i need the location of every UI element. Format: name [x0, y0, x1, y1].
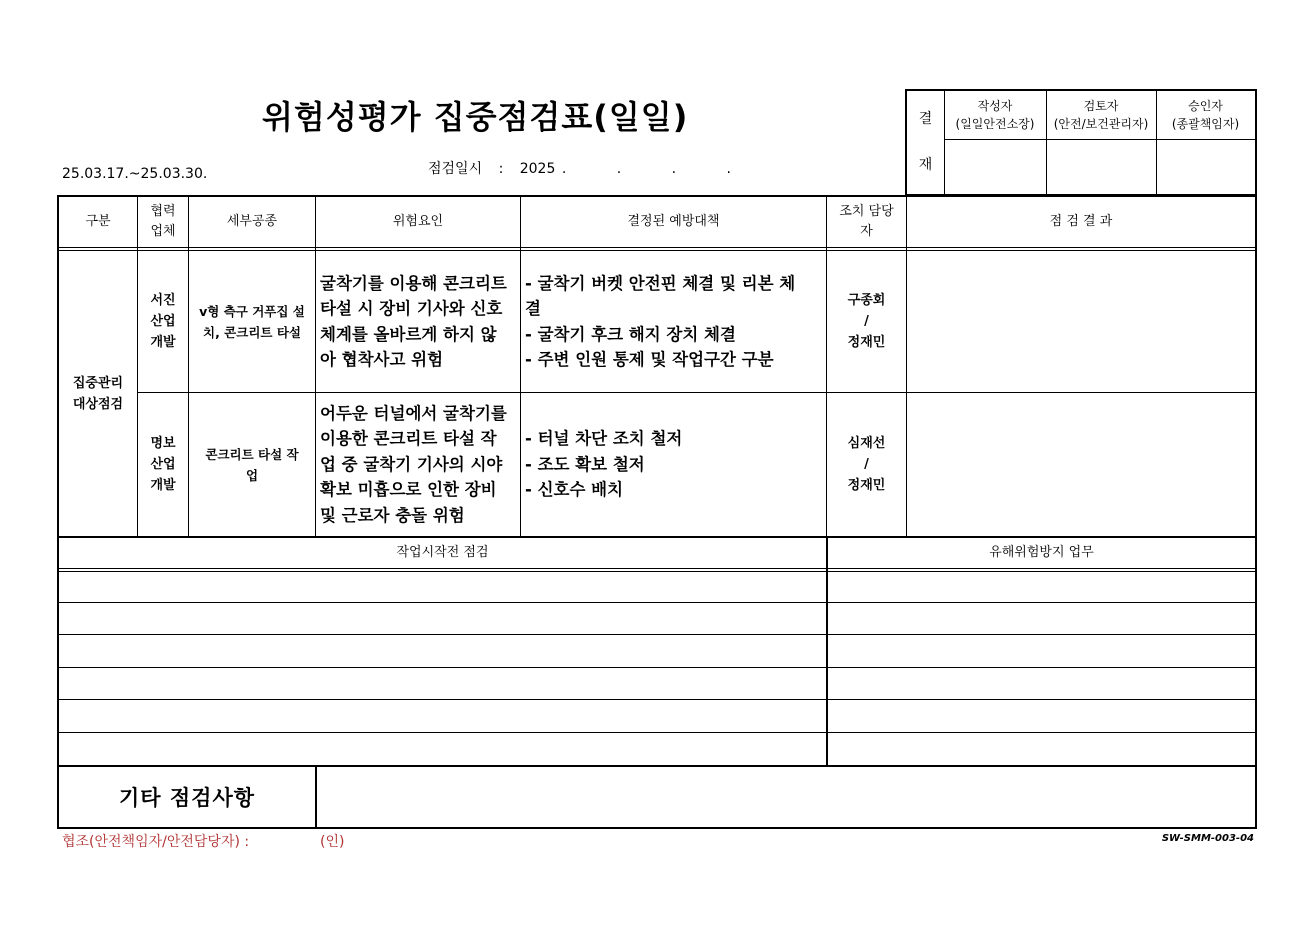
row2-company: 명보 산업 개발	[150, 436, 176, 493]
pre-work-row[interactable]	[59, 572, 826, 602]
header-process: 세부공종	[226, 214, 278, 229]
period-text: 25.03.17.~25.03.30.	[62, 166, 208, 182]
approval-reviewer-sign[interactable]	[1047, 140, 1156, 194]
header-manager: 조치 담당 자	[839, 204, 894, 239]
approval-label-top: 결	[918, 111, 933, 127]
row1-risk-text: 굴착기를 이용해 콘크리트 타설 시 장비 기사와 신호 체계를 올바르게 하지 않 아 협착사고 위험	[320, 273, 507, 369]
category-cell: 집중관리 대상점검	[72, 375, 124, 412]
header-result: 점 검 결 과	[1049, 214, 1113, 229]
approval-writer	[944, 93, 1046, 137]
hazard-prevention-label: 유해위험방지 업무	[989, 545, 1094, 560]
header-company: 협력 업체	[150, 204, 176, 239]
check-date-dot: .	[616, 161, 622, 177]
row2-result[interactable]	[907, 393, 1255, 536]
row1-measures-text: - 굴착기 버켓 안전핀 체결 및 리본 체 결 - 굴착기 후크 해지 장치 체결 - 주변 인원 통제 및 작업구간 구분	[525, 273, 796, 369]
approval-reviewer	[1046, 93, 1156, 137]
row1-result[interactable]	[907, 251, 1255, 392]
check-date-dot: .	[671, 161, 677, 177]
page-title: 위험성평가 집중점검표(일일)	[262, 98, 689, 136]
approval-approver-sub: (종괄책임자)	[1171, 117, 1240, 131]
hazard-row[interactable]	[828, 572, 1255, 602]
inspection-table	[57, 195, 1257, 829]
header-risk: 위험요인	[392, 214, 444, 229]
pre-work-check-label: 작업시작전 점검	[396, 545, 489, 560]
check-date	[428, 158, 731, 178]
row2-measures	[521, 393, 826, 536]
hazard-row[interactable]	[828, 668, 1255, 699]
pre-work-row[interactable]	[59, 635, 826, 667]
pre-work-row[interactable]	[59, 700, 826, 732]
header-category: 구분	[85, 214, 111, 229]
check-date-label: 점검일시	[428, 161, 483, 177]
approval-approver	[1156, 93, 1255, 137]
etc-check-label: 기타 점검사항	[118, 786, 256, 810]
hazard-row[interactable]	[828, 635, 1255, 667]
check-date-dot: .	[561, 161, 567, 177]
etc-check-field[interactable]	[317, 767, 1255, 827]
hazard-row[interactable]	[828, 733, 1255, 765]
document-code: SW-SMM-003-04	[1161, 833, 1254, 844]
pre-work-row[interactable]	[59, 603, 826, 634]
row2-risk	[316, 393, 520, 536]
pre-work-row[interactable]	[59, 733, 826, 765]
row1-measures	[521, 251, 826, 392]
hazard-row[interactable]	[828, 603, 1255, 634]
check-date-separator: :	[498, 161, 504, 177]
row1-process: v형 측구 거푸집 설 치, 콘크리트 타설	[199, 303, 305, 340]
row2-manager: 심재선 / 정재민	[847, 436, 886, 493]
approval-writer-sub: (일일안전소장)	[955, 117, 1035, 131]
approval-writer-title: 작성자	[977, 99, 1013, 113]
row2-measures-text: - 터널 차단 조치 철저 - 조도 확보 철저 - 신호수 배치	[525, 429, 683, 500]
approval-approver-sign[interactable]	[1157, 140, 1255, 194]
cooperation-label: 협조(안전책임자/안전담당자) :	[62, 834, 250, 850]
row2-risk-text: 어두운 터널에서 굴착기를 이용한 콘크리트 타설 작 업 중 굴착기 기사의 시야 확보 미흡으로 인한 장비 및 근로자 충돌 위험	[320, 403, 507, 525]
row1-risk	[316, 251, 520, 392]
approval-reviewer-title: 검토자	[1083, 99, 1119, 113]
header-measures: 결정된 예방대책	[627, 214, 720, 229]
row2-process: 콘크리트 타설 작 업	[205, 446, 299, 483]
approval-label-bottom: 재	[918, 157, 933, 173]
row1-manager: 구종회 / 정재민	[847, 293, 886, 350]
approval-writer-sign[interactable]	[944, 140, 1046, 194]
check-date-dot: .	[726, 161, 731, 177]
approval-reviewer-sub: (안전/보건관리자)	[1053, 117, 1149, 131]
approval-approver-title: 승인자	[1188, 99, 1223, 113]
hazard-row[interactable]	[828, 700, 1255, 732]
approval-box	[905, 89, 1257, 196]
check-date-year: 2025	[519, 161, 556, 177]
pre-work-row[interactable]	[59, 668, 826, 699]
row1-company: 서진 산업 개발	[150, 293, 176, 350]
seal-mark: (인)	[320, 834, 345, 850]
